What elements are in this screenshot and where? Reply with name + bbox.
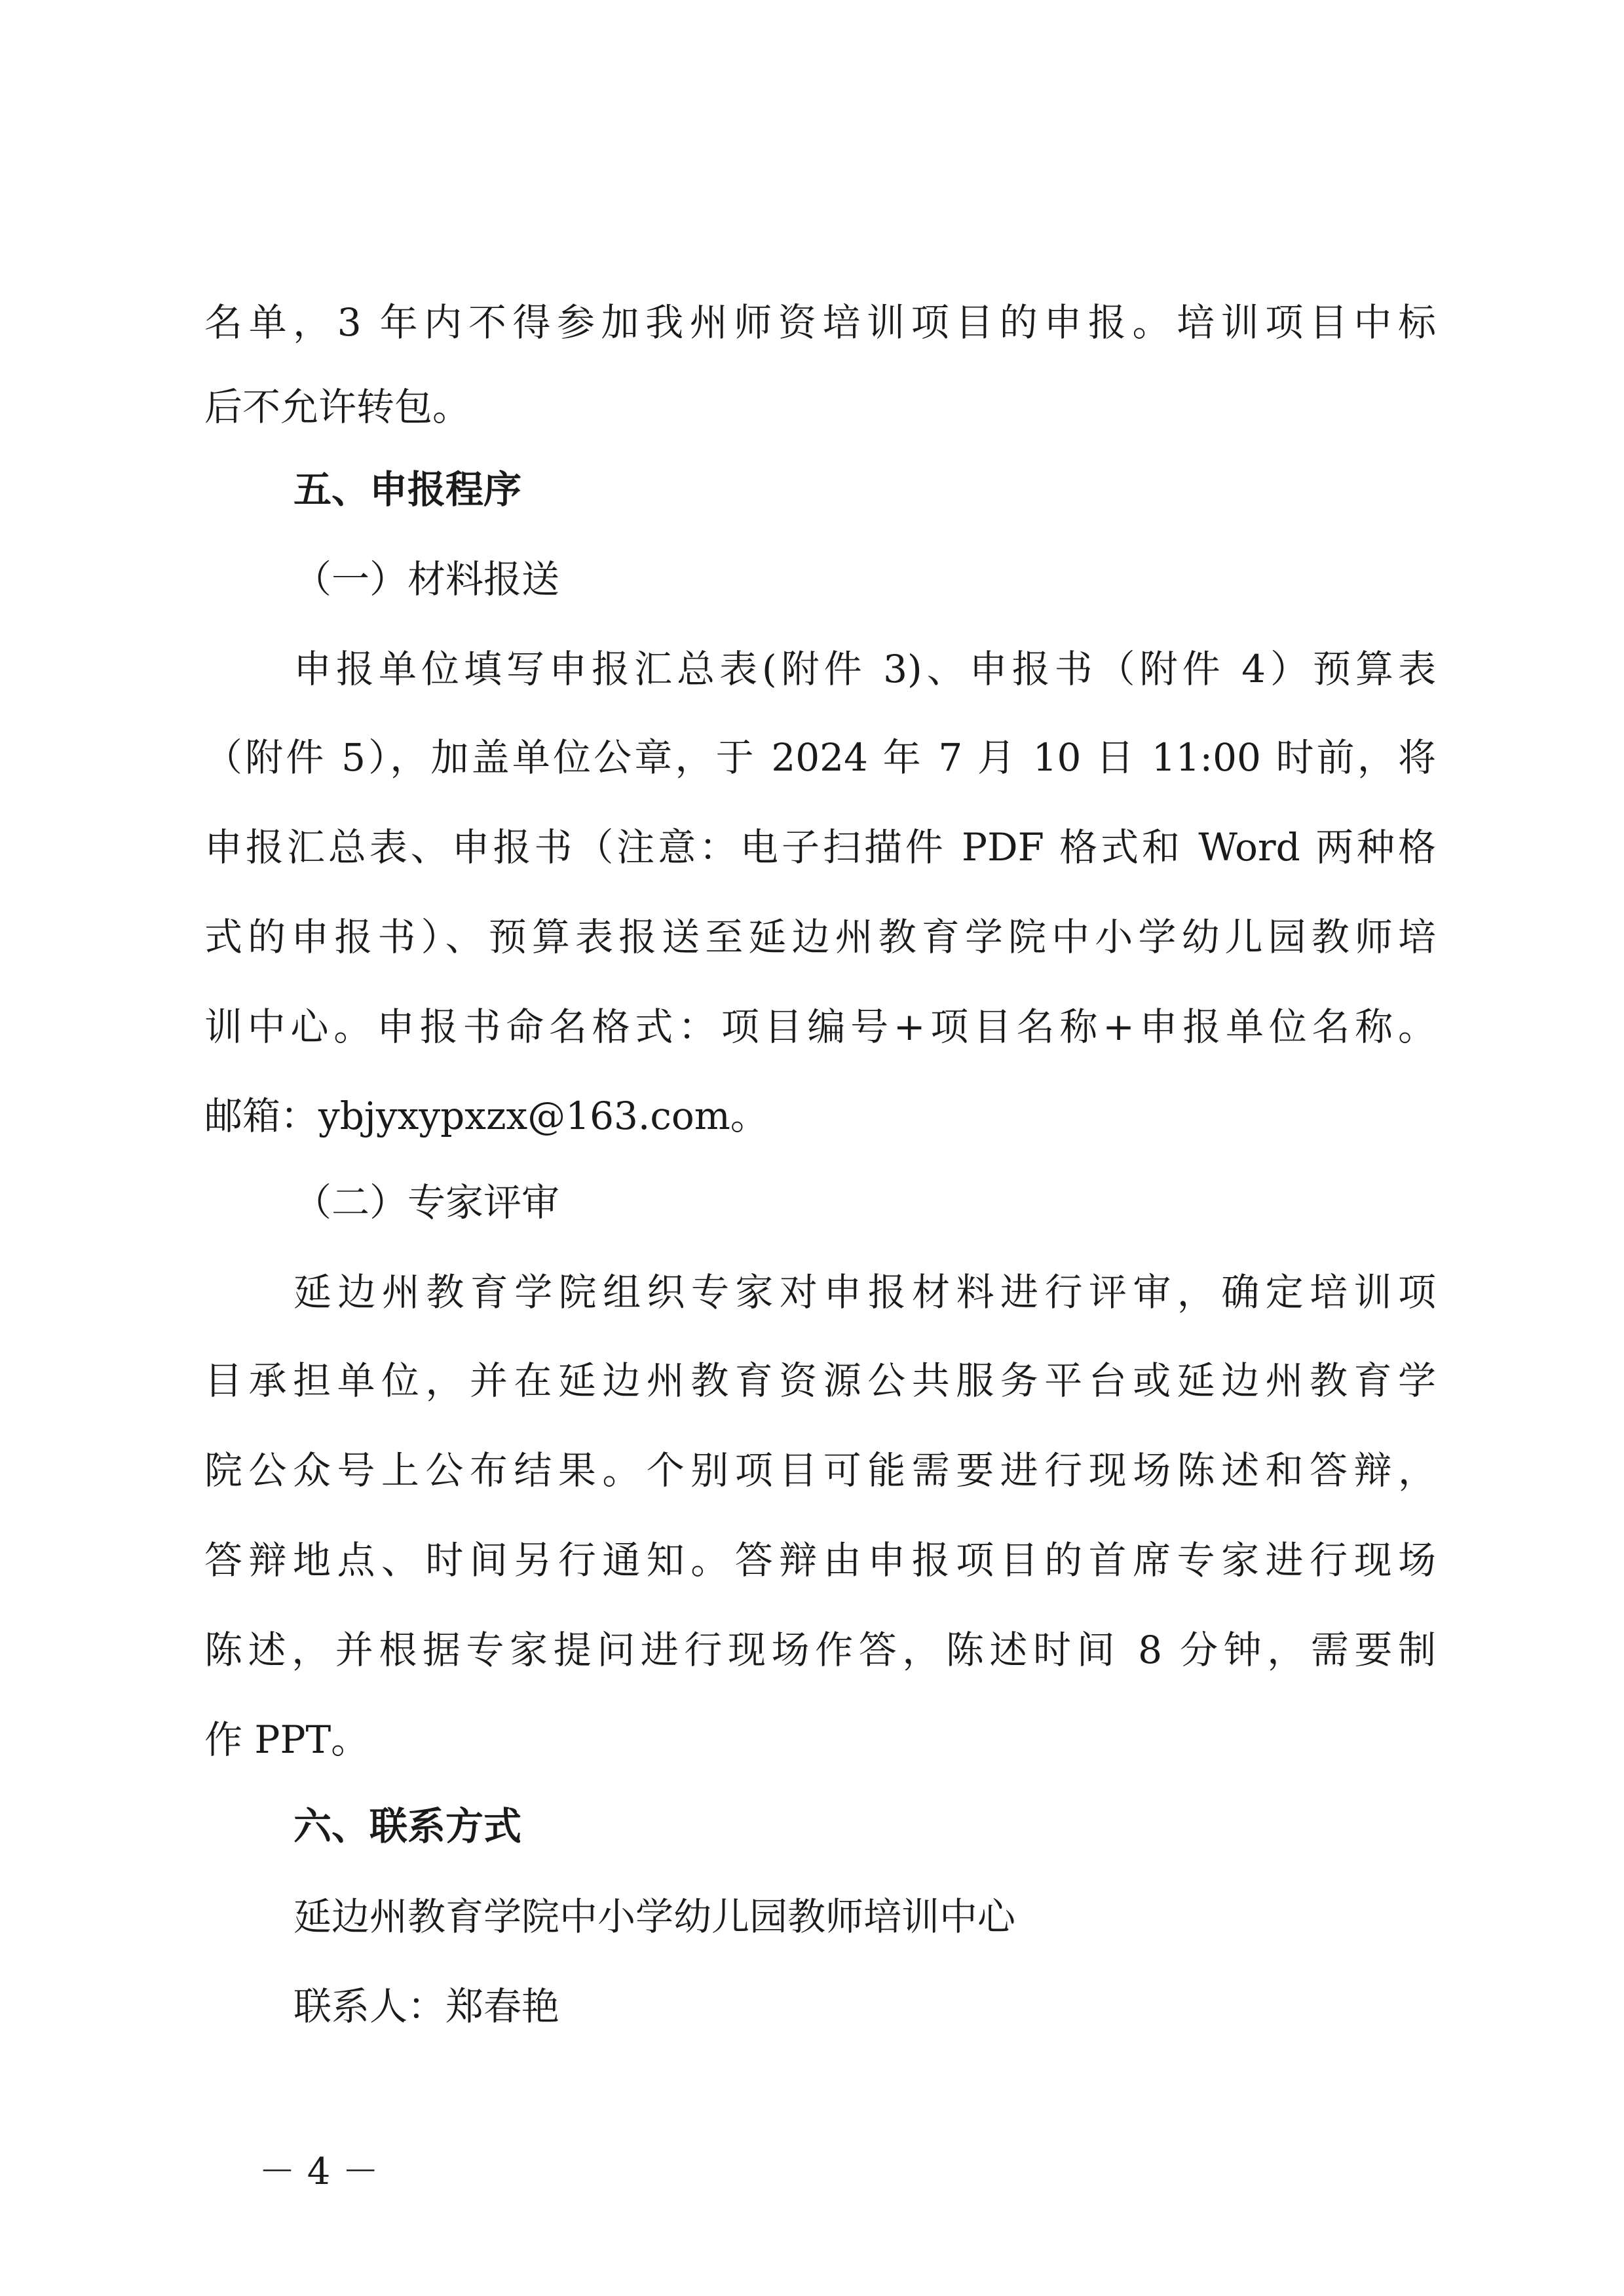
section-heading-5: 五、申报程序: [293, 467, 522, 512]
subsection-heading-2: （二）专家评审: [293, 1180, 560, 1225]
paragraph-line: 目承担单位，并在延边州教育资源公共服务平台或延边州教育学: [204, 1358, 1436, 1403]
contact-organization: 延边州教育学院中小学幼儿园教师培训中心: [293, 1894, 1016, 1939]
paragraph-line: 式的申报书）、预算表报送至延边州教育学院中小学幼儿园教师培: [204, 915, 1436, 959]
paragraph-line: 答辩地点、时间另行通知。答辩由申报项目的首席专家进行现场: [204, 1538, 1436, 1582]
paragraph-line: 训中心。申报书命名格式：项目编号+项目名称+申报单位名称。: [204, 1004, 1436, 1049]
paragraph-line: 陈述，并根据专家提问进行现场作答，陈述时间 8 分钟，需要制: [204, 1628, 1436, 1672]
paragraph-line: （附件 5），加盖单位公章，于 2024 年 7 月 10 日 11:00 时前，将: [204, 735, 1436, 780]
paragraph-line: 延边州教育学院组织专家对申报材料进行评审，确定培训项: [293, 1270, 1436, 1314]
paragraph-line: 后不允许转包。: [204, 385, 471, 429]
paragraph-line: 院公众号上公布结果。个别项目可能需要进行现场陈述和答辩，: [204, 1448, 1436, 1493]
paragraph-line: 申报单位填写申报汇总表(附件 3)、申报书（附件 4）预算表: [293, 647, 1436, 691]
paragraph-line: 作 PPT。: [204, 1717, 369, 1762]
paragraph-line: 名单，3 年内不得参加我州师资培训项目的申报。培训项目中标: [204, 300, 1436, 345]
section-heading-6: 六、联系方式: [293, 1804, 522, 1848]
subsection-heading-1: （一）材料报送: [293, 557, 560, 602]
paragraph-line: 申报汇总表、申报书（注意：电子扫描件 PDF 格式和 Word 两种格: [204, 825, 1436, 870]
email-line: 邮箱：ybjyxypxzx@163.com。: [204, 1094, 768, 1138]
contact-person: 联系人：郑春艳: [293, 1984, 560, 2029]
page-number: － 4 －: [259, 2151, 379, 2193]
